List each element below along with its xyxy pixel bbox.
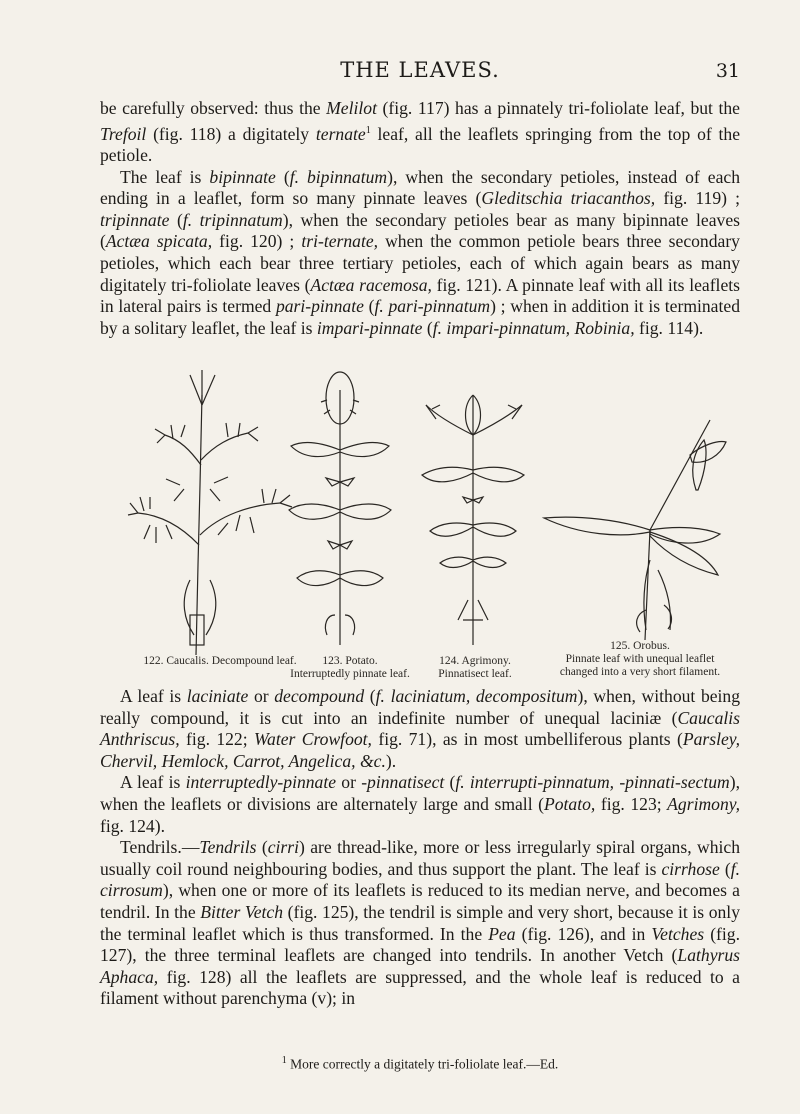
footnote: $^1$ More correctly a digitately tri-foliolate leaf.—Ed. bbox=[281, 1055, 559, 1072]
text-block-top bbox=[100, 98, 740, 339]
page-number: 31 bbox=[715, 60, 740, 82]
section-heading: Tendrils. bbox=[120, 837, 182, 858]
page-header bbox=[100, 58, 740, 86]
figure-caption: 123. Potato. Interruptedly pinnate leaf. bbox=[290, 655, 410, 680]
figure-caption: 122. Caucalis. Decompound leaf. bbox=[143, 655, 297, 667]
figure-caption: 125. Orobus. Pinnate leaf with unequal leaflet changed into a very short filament. bbox=[559, 640, 721, 678]
paragraph: The leaf is bipinnate (f. bipinnatum), when the secondary petioles, instead of each ending in a leaflet, form so many pinnate leaves (Gleditschia triacanthos, fig. 119) ; tripinnate (f. tripinnatum), when the secondary petioles bear as many bipinnate leaves (Actæa spicata, fig. 120) ; tri-ternate, when the common petiole bears three secondary petioles, which each bear three tertiary petioles, each of which again bears as many digitately tri-foliolate leaves (Actæa racemosa, fig. 121). A pinnate leaf with all its leaflets in lateral pairs is termed pari-pinnate (f. pari-pinnatum) ; when in addition it is terminated by a solitary leaflet, the leaf is impari-pinnate (f. impari-pinnatum, Robinia, fig. 114). bbox=[100, 166, 740, 338]
running-head: THE LEAVES. bbox=[340, 58, 500, 82]
paragraph: A leaf is laciniate or decompound (f. laciniatum, decompositum), when, without being really compound, it is cut into an indefinite number of unequal laciniæ (Caucalis Anthriscus, fig. 122; Water Crowfoot, fig. 71), as in most umbelliferous plants (Parsley, Chervil, Hemlock, Carrot, Angelica, &c.). bbox=[100, 686, 741, 771]
text-block-bottom bbox=[100, 686, 740, 1010]
figure-plate bbox=[100, 365, 740, 683]
orobus-illustration bbox=[540, 410, 730, 640]
figure-caption: 124. Agrimony. Pinnatisect leaf. bbox=[438, 655, 512, 680]
footnote-mark: 1 bbox=[365, 124, 371, 136]
potato-illustration bbox=[285, 370, 395, 645]
caucalis-illustration bbox=[120, 365, 300, 655]
paragraph: A leaf is interruptedly-pinnate or -pinnatisect (f. interrupti-pinnatum, -pinnati-sectum), when the leaflets or divisions are alternately large and small (Potato, fig. 123; Agrimony, fig. 124). bbox=[100, 772, 741, 836]
paragraph: Tendrils.—Tendrils (cirri) are thread-like, more or less irregularly spiral organs, which usually coil round neighbouring bodies, and thus support the plant. The leaf is cirrhose (f. cirrosum), when one or more of its leaflets is reduced to its median nerve, and becomes a tendril. In the Bitter Vetch (fig. 125), the tendril is simple and very short, because it is only the terminal leaflet which is thus transformed. In the Pea (fig. 126), and in Vetches (fig. 127), the three terminal leaflets are changed into tendrils. In another Vetch (Lathyrus Aphaca, fig. 128) all the leaflets are suppressed, and the whole leaf is reduced to a filament without parenchyma (v); in bbox=[100, 837, 740, 1009]
agrimony-illustration bbox=[418, 375, 528, 645]
paragraph: be carefully observed: thus the Melilot (fig. 117) has a pinnately tri-foliolate leaf, but the Trefoil (fig. 118) a digitately ternate$^1$ leaf, all the leaflets springing from the top of the petiole. bbox=[100, 98, 740, 166]
